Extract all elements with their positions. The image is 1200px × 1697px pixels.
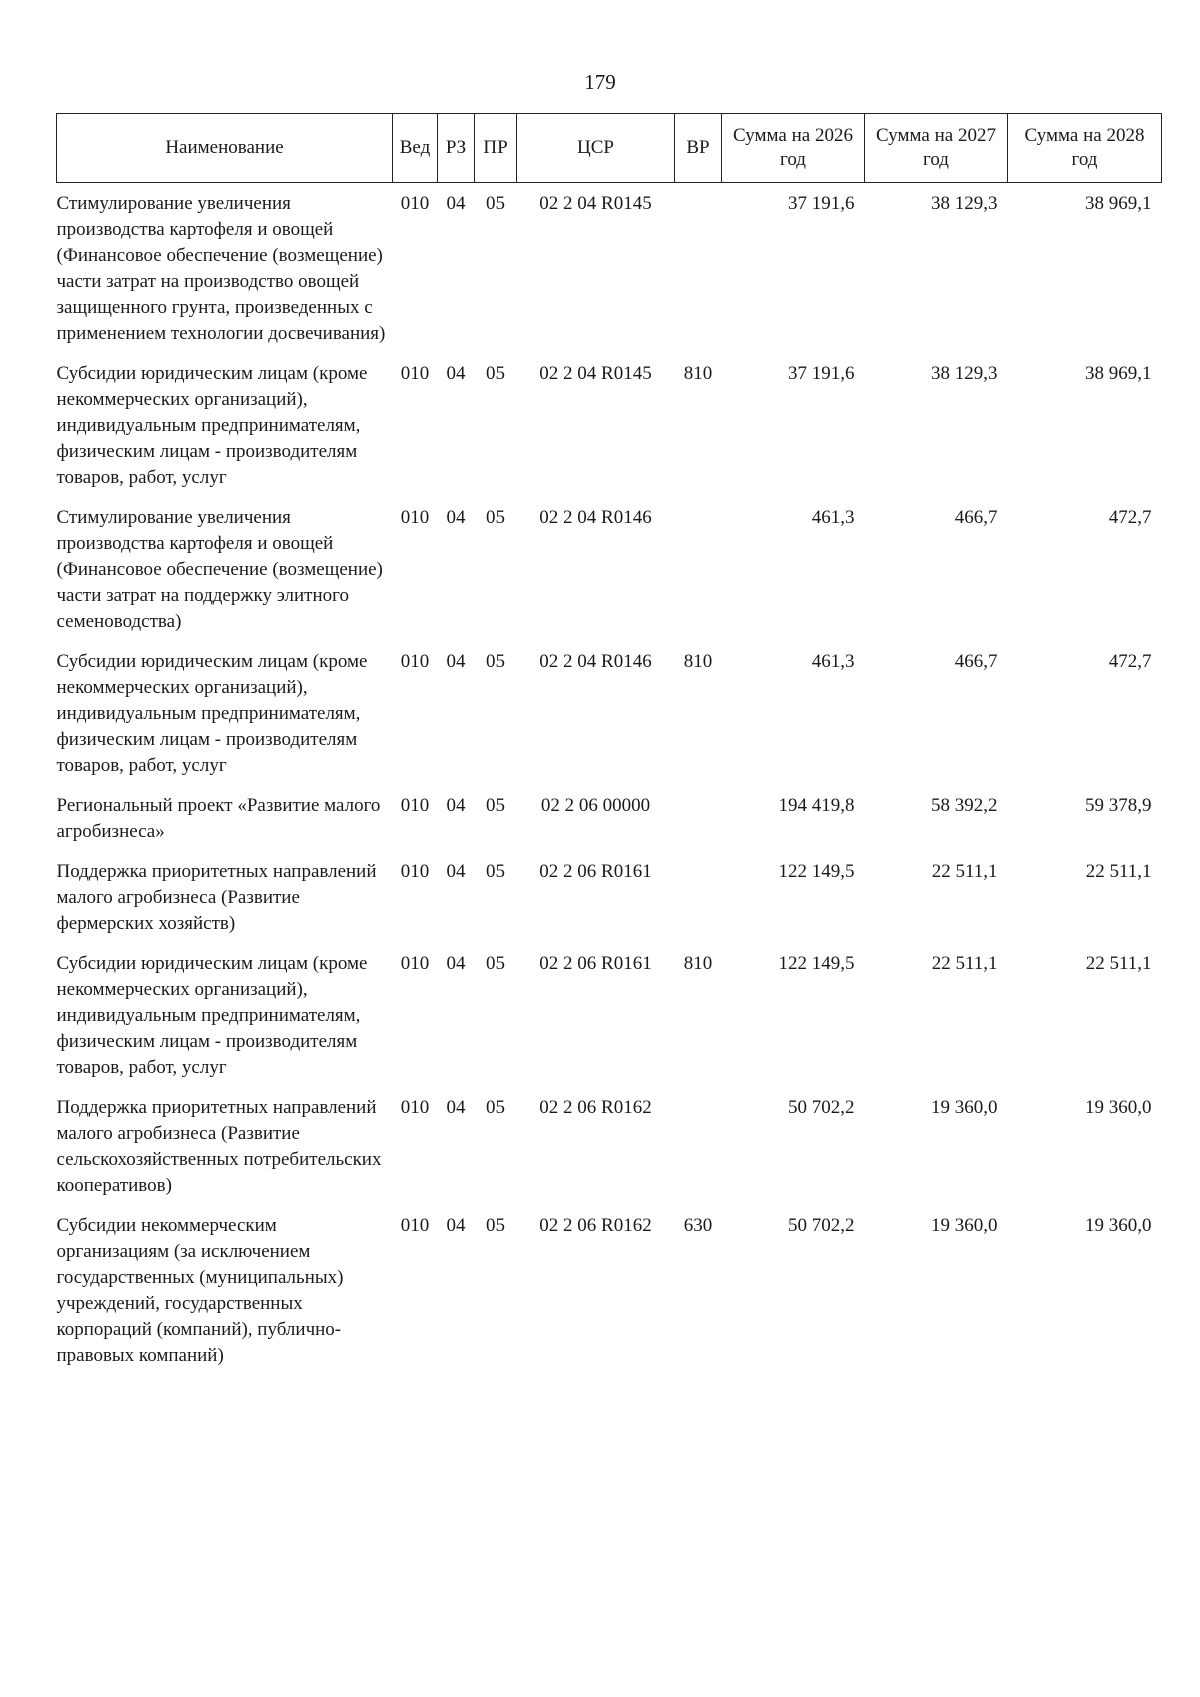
row-sum-2027: 466,7 <box>954 651 998 672</box>
row-sum-2028: 472,7 <box>1108 651 1152 672</box>
row-sum-2026: 122 149,5 <box>778 861 855 882</box>
row-sum-2028: 22 511,1 <box>1085 953 1152 974</box>
row-csr: 02 2 06 00000 <box>540 795 651 816</box>
row-rz: 04 <box>446 795 466 816</box>
row-pr: 05 <box>486 193 505 214</box>
row-sum-2027: 58 392,2 <box>931 795 998 816</box>
table-row <box>57 1205 1162 1375</box>
row-csr: 02 2 04 R0145 <box>539 363 652 384</box>
row-name: Субсидии юридическим лицам (кроме некоммерческих организаций), индивидуальным предпринимателям, физическим лицам - производителям товаров, работ, услуг <box>56 651 368 776</box>
table-row <box>57 1087 1162 1205</box>
row-sum-2027: 466,7 <box>954 507 998 528</box>
page-number: 179 <box>584 70 616 94</box>
row-sum-2026: 194 419,8 <box>778 795 855 816</box>
budget-table <box>56 113 1162 1375</box>
table-row <box>57 353 1162 497</box>
row-ved: 010 <box>400 953 430 974</box>
row-rz: 04 <box>446 651 466 672</box>
row-ved: 010 <box>400 363 430 384</box>
row-sum-2028: 472,7 <box>1108 507 1152 528</box>
row-ved: 010 <box>400 507 430 528</box>
row-csr: 02 2 06 R0161 <box>539 953 652 974</box>
header-csr: ЦСР <box>517 114 675 183</box>
row-sum-2027: 19 360,0 <box>931 1097 998 1118</box>
row-vr: 810 <box>683 651 713 672</box>
row-sum-2026: 461,3 <box>811 651 855 672</box>
row-sum-2027: 38 129,3 <box>931 363 998 384</box>
row-sum-2026: 122 149,5 <box>778 953 855 974</box>
row-sum-2028: 19 360,0 <box>1085 1215 1152 1236</box>
table-row <box>57 497 1162 641</box>
row-csr: 02 2 04 R0146 <box>539 507 652 528</box>
header-sum-2027: Сумма на 2027 год <box>865 114 1008 183</box>
row-sum-2027: 38 129,3 <box>931 193 998 214</box>
row-vr: 810 <box>683 953 713 974</box>
row-vr <box>675 497 722 641</box>
table-row <box>57 183 1162 354</box>
row-pr: 05 <box>486 1097 505 1118</box>
row-pr: 05 <box>486 861 505 882</box>
row-name: Поддержка приоритетных направлений малого агробизнеса (Развитие сельскохозяйственных потребительских кооперативов) <box>56 1097 382 1196</box>
row-pr: 05 <box>486 795 505 816</box>
row-sum-2027: 22 511,1 <box>931 953 998 974</box>
row-csr: 02 2 04 R0145 <box>539 193 652 214</box>
row-sum-2026: 37 191,6 <box>788 363 855 384</box>
row-vr: 630 <box>683 1215 713 1236</box>
row-sum-2027: 22 511,1 <box>931 861 998 882</box>
header-name: Наименование <box>57 114 393 183</box>
row-sum-2028: 59 378,9 <box>1085 795 1152 816</box>
row-sum-2026: 50 702,2 <box>788 1215 855 1236</box>
table-row <box>57 851 1162 943</box>
row-csr: 02 2 06 R0161 <box>539 861 652 882</box>
header-vr: ВР <box>675 114 722 183</box>
header-pr: ПР <box>475 114 517 183</box>
row-vr <box>675 785 722 851</box>
row-name: Стимулирование увеличения производства картофеля и овощей (Финансовое обеспечение (возмещение) части затрат на производство овощей защищенного грунта, произведенных с применением технологии досвечивания) <box>56 193 386 344</box>
row-rz: 04 <box>446 953 466 974</box>
table-row <box>57 943 1162 1087</box>
row-rz: 04 <box>446 1097 466 1118</box>
row-rz: 04 <box>446 363 466 384</box>
header-sum-2028: Сумма на 2028 год <box>1008 114 1162 183</box>
table-row <box>57 641 1162 785</box>
row-vr: 810 <box>683 363 713 384</box>
row-sum-2026: 50 702,2 <box>788 1097 855 1118</box>
row-ved: 010 <box>400 193 430 214</box>
row-sum-2026: 37 191,6 <box>788 193 855 214</box>
row-ved: 010 <box>400 1097 430 1118</box>
header-ved: Вед <box>393 114 438 183</box>
row-vr <box>675 1087 722 1205</box>
row-pr: 05 <box>486 953 505 974</box>
row-ved: 010 <box>400 861 430 882</box>
row-name: Субсидии юридическим лицам (кроме некоммерческих организаций), индивидуальным предпринимателям, физическим лицам - производителям товаров, работ, услуг <box>56 363 368 488</box>
row-sum-2026: 461,3 <box>811 507 855 528</box>
row-pr: 05 <box>486 651 505 672</box>
row-name: Поддержка приоритетных направлений малого агробизнеса (Развитие фермерских хозяйств) <box>56 861 377 934</box>
row-name: Региональный проект «Развитие малого агробизнеса» <box>56 795 381 842</box>
row-rz: 04 <box>446 507 466 528</box>
header-sum-2026: Сумма на 2026 год <box>722 114 865 183</box>
row-pr: 05 <box>486 507 505 528</box>
row-name: Субсидии юридическим лицам (кроме некоммерческих организаций), индивидуальным предпринимателям, физическим лицам - производителям товаров, работ, услуг <box>56 953 368 1078</box>
row-rz: 04 <box>446 861 466 882</box>
table-row <box>57 785 1162 851</box>
table-header-row <box>57 114 1162 183</box>
row-name: Стимулирование увеличения производства картофеля и овощей (Финансовое обеспечение (возмещение) части затрат на поддержку элитного семеноводства) <box>56 507 383 632</box>
row-rz: 04 <box>446 193 466 214</box>
row-ved: 010 <box>400 651 430 672</box>
row-vr <box>675 851 722 943</box>
row-pr: 05 <box>486 363 505 384</box>
row-csr: 02 2 06 R0162 <box>539 1097 652 1118</box>
row-sum-2028: 19 360,0 <box>1085 1097 1152 1118</box>
row-pr: 05 <box>486 1215 505 1236</box>
row-sum-2027: 19 360,0 <box>931 1215 998 1236</box>
row-ved: 010 <box>400 1215 430 1236</box>
header-rz: РЗ <box>438 114 475 183</box>
row-csr: 02 2 04 R0146 <box>539 651 652 672</box>
row-csr: 02 2 06 R0162 <box>539 1215 652 1236</box>
row-sum-2028: 22 511,1 <box>1085 861 1152 882</box>
row-ved: 010 <box>400 795 430 816</box>
row-rz: 04 <box>446 1215 466 1236</box>
row-name: Субсидии некоммерческим организациям (за исключением государственных (муниципальных) учреждений, государственных корпораций (компаний), публично-правовых компаний) <box>56 1215 344 1366</box>
row-sum-2028: 38 969,1 <box>1085 363 1152 384</box>
row-vr <box>675 183 722 354</box>
row-sum-2028: 38 969,1 <box>1085 193 1152 214</box>
